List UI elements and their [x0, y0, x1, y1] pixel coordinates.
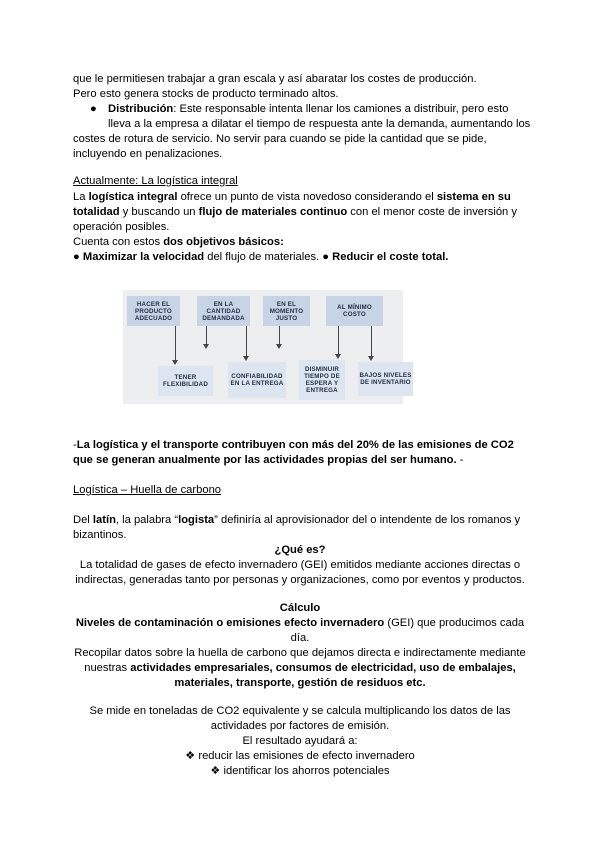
connector-line — [279, 326, 280, 346]
diagram-box-top: EN EL MOMENTO JUSTO — [263, 296, 310, 326]
text-line — [0, 616, 600, 631]
text-span: La — [73, 191, 89, 203]
text-bold: que se generan anualmente por las actividades propias del ser humano. — [73, 454, 457, 466]
diagram-box-top: EN LA CANTIDAD DEMANDADA — [197, 296, 250, 326]
connector-line — [246, 326, 247, 358]
text-line: costes de rotura de servicio. No servir para cuando se pide la cantidad que se pide, — [73, 133, 487, 145]
text-bold: sistema en su — [436, 191, 511, 203]
text-span: ofrece un punto de vista novedoso considerando el — [177, 191, 437, 203]
diagram-box-bottom: BAJOS NIVELES DE INVENTARIO — [358, 362, 413, 396]
section-heading: Actualmente: La logística integral — [73, 175, 238, 187]
text-line: materiales, transporte, gestión de residuos etc. — [174, 677, 426, 689]
text-line: Pero esto genera stocks de producto terminado altos. — [73, 88, 339, 100]
text-line: El resultado ayudará a: — [242, 735, 358, 747]
text-bold: logística integral — [88, 191, 178, 203]
section-heading: ¿Qué es? — [274, 544, 326, 556]
text-line: indirectas, generadas tanto por personas y organizaciones, como por eventos y productos. — [75, 574, 525, 586]
text-bold: flujo de materiales continuo — [198, 206, 348, 218]
text-line — [73, 438, 514, 453]
arrow-icon — [203, 344, 209, 349]
bullet-item: ❖ reducir las emisiones de efecto invernadero — [185, 750, 415, 762]
text-line: bizantinos. — [73, 529, 127, 541]
connector-line — [206, 326, 207, 346]
text-span: : Este responsable intenta llenar los camiones a distribuir, pero esto — [173, 103, 509, 115]
text-span: y buscando un — [119, 206, 199, 218]
text-line: Recopilar datos sobre la huella de carbono que dejamos directa e indirectamente mediante — [74, 647, 526, 659]
text-line — [0, 661, 600, 676]
arrow-icon — [335, 354, 341, 359]
section-heading: Cálculo — [279, 602, 321, 614]
text-line — [108, 102, 508, 117]
bullet-item: ❖ identificar los ahorros potenciales — [210, 765, 390, 777]
diagram-box-bottom: DISMINUIR TIEMPO DE ESPERA Y ENTREGA — [299, 360, 345, 400]
section-heading: Logística – Huella de carbono — [73, 484, 222, 496]
text-span: - — [456, 454, 464, 466]
text-bold: totalidad — [73, 206, 120, 218]
text-line: día. — [290, 632, 310, 644]
text-line: actividades por factores de emisión. — [210, 720, 390, 732]
diagram-box-top: AL MÍNIMO COSTO — [326, 296, 383, 326]
text-bold: La logística y el transporte contribuyen con más del 20% de las emisiones de CO2 — [76, 439, 514, 451]
text-line — [73, 235, 284, 250]
text-span: con el menor coste de inversión y — [347, 206, 517, 218]
connector-line — [371, 326, 372, 358]
arrow-icon — [368, 356, 374, 361]
text-span: ● — [73, 251, 83, 263]
text-line — [73, 250, 448, 265]
text-bold: dos objetivos básicos: — [163, 236, 284, 248]
text-span: del flujo de materiales. ● — [204, 251, 333, 263]
text-line — [73, 453, 463, 468]
text-line — [73, 205, 517, 220]
text-bold: actividades empresariales, consumos de electricidad, uso de embalajes, — [130, 662, 516, 674]
text-bold: Maximizar la velocidad — [82, 251, 205, 263]
text-span: nuestras — [84, 662, 131, 674]
text-bold: latín — [92, 514, 116, 526]
text-span: ” definiría al aprovisionador del o intendente de los romanos y — [214, 514, 521, 526]
text-line: que le permitiesen trabajar a gran escala y así abaratar los costes de producción. — [73, 73, 477, 85]
diagram-box-bottom: CONFIABILIDAD EN LA ENTREGA — [228, 362, 286, 398]
text-line: lleva a la empresa a dilatar el tiempo de respuesta ante la demanda, aumentando los — [108, 118, 531, 130]
connector-line — [175, 326, 176, 362]
logistics-diagram — [123, 290, 412, 404]
text-bold: Niveles de contaminación o emisiones efecto invernadero — [75, 617, 385, 629]
text-span: , la palabra “ — [115, 514, 179, 526]
text-span: Cuenta con estos — [73, 236, 164, 248]
text-line: incluyendo en penalizaciones. — [73, 148, 223, 160]
text-line: operación posibles. — [73, 221, 170, 233]
arrow-icon — [243, 356, 249, 361]
text-span: (GEI) que producimos cada — [384, 617, 525, 629]
text-span: - — [73, 439, 77, 451]
text-bold: Reducir el coste total. — [332, 251, 449, 263]
text-line: Se mide en toneladas de CO2 equivalente y se calcula multiplicando los datos de las — [89, 705, 511, 717]
text-line: La totalidad de gases de efecto invernadero (GEI) emitidos mediante acciones directas o — [79, 559, 521, 571]
text-line — [73, 513, 520, 528]
bullet-icon: ● — [90, 103, 97, 115]
arrow-icon — [276, 344, 282, 349]
text-bold: logista — [178, 514, 215, 526]
arrow-icon — [172, 360, 178, 365]
text-span: Del — [73, 514, 93, 526]
diagram-box-top: HACER EL PRODUCTO ADECUADO — [127, 296, 180, 326]
distribucion-title: Distribución — [108, 103, 174, 115]
diagram-box-bottom: TENER FLEXIBILIDAD — [158, 366, 213, 396]
text-line — [73, 190, 511, 205]
connector-line — [338, 326, 339, 356]
